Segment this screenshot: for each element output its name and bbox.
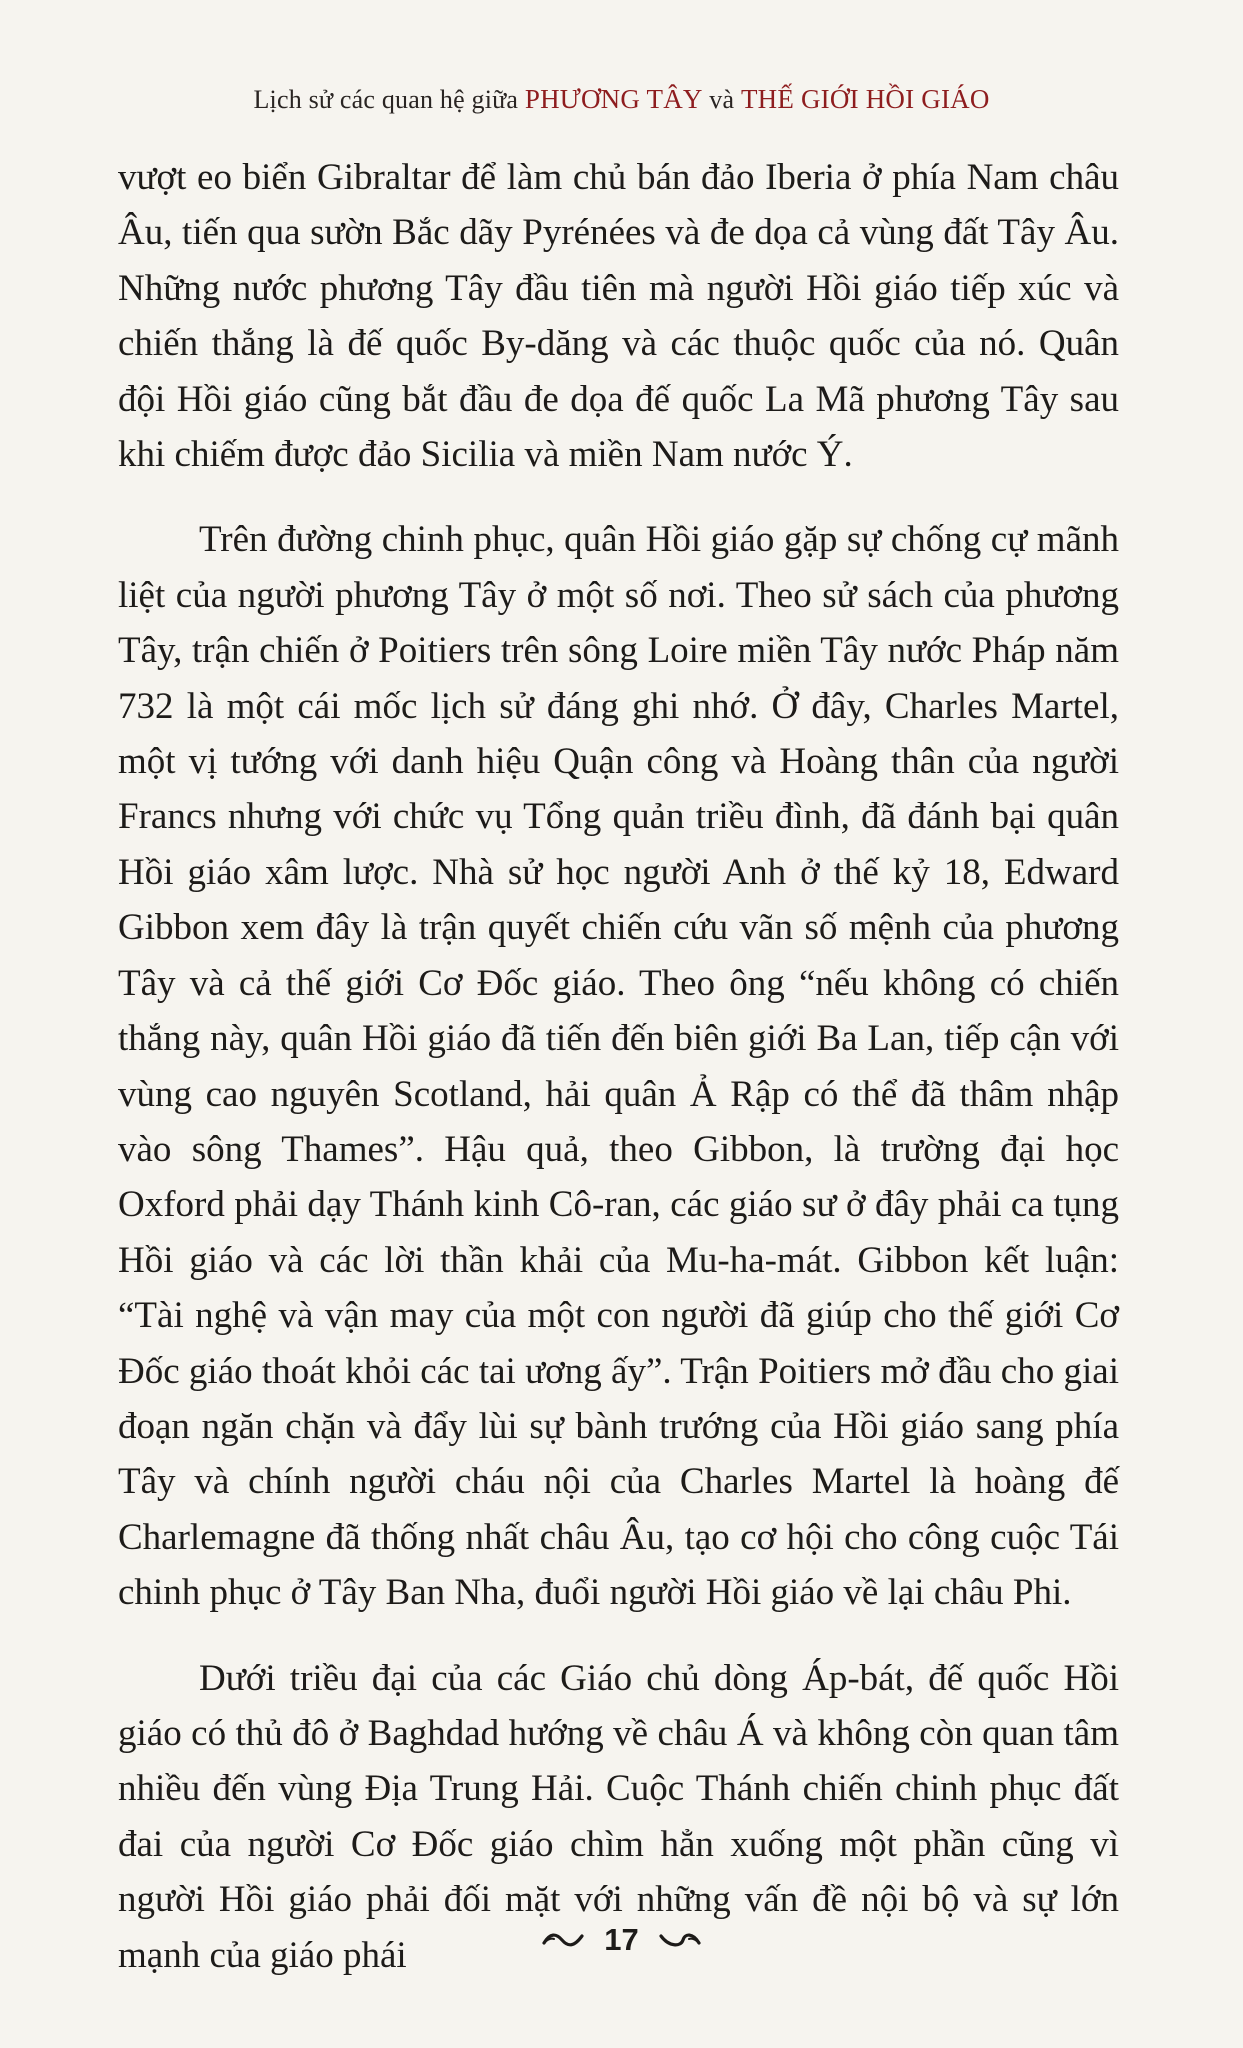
header-prefix: Lịch sử các quan hệ giữa bbox=[253, 85, 519, 114]
paragraph-3: Dưới triều đại của các Giáo chủ dòng Áp-bát, đế quốc Hồi giáo có thủ đô ở Baghdad hướng về châu Á và không còn quan tâm nhiều đến vùng Địa Trung Hải. Cuộc Thánh chiến chinh phục đất đai của người Cơ Đốc giáo chìm hẳn xuống một phần cũng vì người Hồi giáo phải đối mặt với những vấn đề nội bộ và sự lớn mạnh của giáo phái bbox=[118, 1657, 1119, 1976]
page-number: 17 bbox=[604, 1921, 639, 1957]
body-text bbox=[118, 150, 1119, 1983]
header-west: PHƯƠNG TÂY bbox=[524, 84, 703, 114]
running-header bbox=[0, 84, 1243, 115]
page-footer bbox=[0, 1920, 1243, 1958]
paragraph-2: Trên đường chinh phục, quân Hồi giáo gặp sự chống cự mãnh liệt của người phương Tây ở một số nơi. Theo sử sách của phương Tây, trận chiến ở Poitiers trên sông Loire miền Tây nước Pháp năm 732 là một cái mốc lịch sử đáng ghi nhớ. Ở đây, Charles Martel, một vị tướng với danh hiệu Quận công và Hoàng thân của người Francs nhưng với chức vụ Tổng quản triều đình, đã đánh bại quân Hồi giáo xâm lược. Nhà sử học người Anh ở thế kỷ 18, Edward Gibbon xem đây là trận quyết chiến cứu vãn số mệnh của phương Tây và cả thế giới Cơ Đốc giáo. Theo ông “nếu không có chiến thắng này, quân Hồi giáo đã tiến đến biên giới Ba Lan, tiếp cận với vùng cao nguyên Scotland, hải quân Ả Rập có thể đã thâm nhập vào sông Thames”. Hậu quả, theo Gibbon, là trường đại học Oxford phải dạy Thánh kinh Cô-ran, các giáo sư ở đây phải ca tụng Hồi giáo và các lời thần khải của Mu-ha-mát. Gibbon kết luận: “Tài nghệ và vận may của một con người đã giúp cho thế giới Cơ Đốc giáo thoát khỏi các tai ương ấy”. Trận Poitiers mở đầu cho giai đoạn ngăn chặn và đẩy lùi sự bành trướng của Hồi giáo sang phía Tây và chính người cháu nội của Charles Martel là hoàng đế Charlemagne đã thống nhất châu Âu, tạo cơ hội cho công cuộc Tái chinh phục ở Tây Ban Nha, đuổi người Hồi giáo về lại châu Phi. bbox=[118, 519, 1119, 1614]
header-islam: THẾ GIỚI HỒI GIÁO bbox=[740, 84, 990, 114]
header-conjunction: và bbox=[709, 85, 735, 114]
swash-left-icon bbox=[542, 1930, 586, 1950]
swash-right-icon bbox=[657, 1930, 701, 1950]
paragraph-1: vượt eo biển Gibraltar để làm chủ bán đảo Iberia ở phía Nam châu Âu, tiến qua sườn Bắc dãy Pyrénées và đe dọa cả vùng đất Tây Âu. Những nước phương Tây đầu tiên mà người Hồi giáo tiếp xúc và chiến thắng là đế quốc By-dăng và các thuộc quốc của nó. Quân đội Hồi giáo cũng bắt đầu đe dọa đế quốc La Mã phương Tây sau khi chiếm được đảo Sicilia và miền Nam nước Ý. bbox=[118, 157, 1119, 476]
